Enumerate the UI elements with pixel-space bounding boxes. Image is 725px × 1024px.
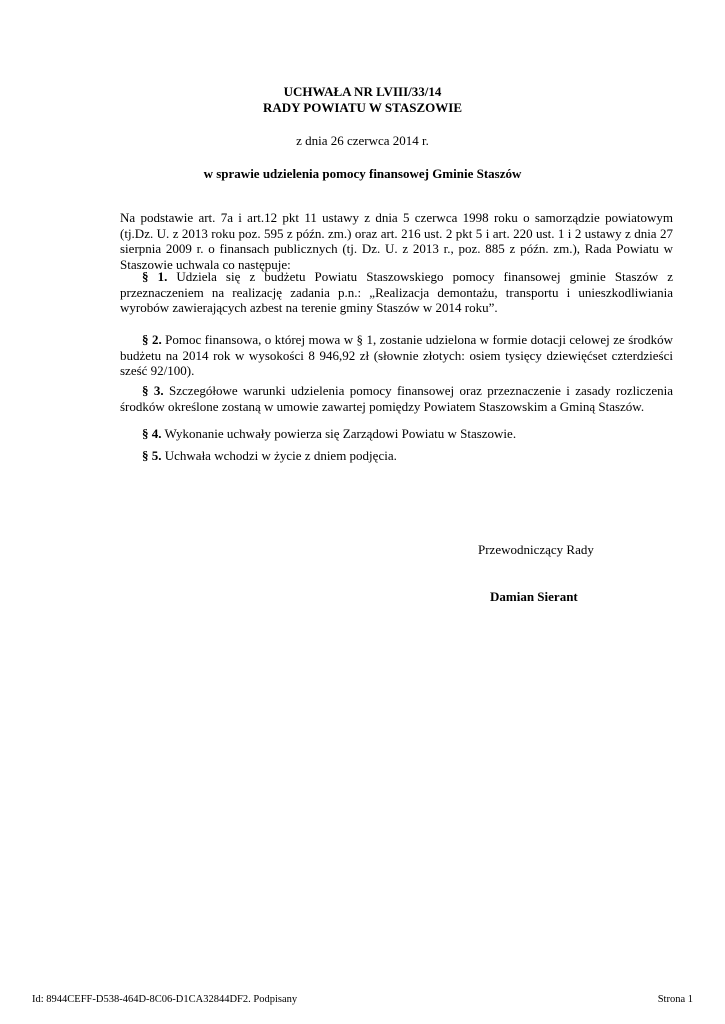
paragraph-4-mark: § 4. [142,426,162,441]
paragraph-5-mark: § 5. [142,448,162,463]
paragraph-3-mark: § 3. [142,383,164,398]
paragraph-2-text: Pomoc finansowa, o której mowa w § 1, zostanie udzielona w formie dotacji celowej ze środków budżetu na 2014 rok w wysokości 8 946,92 zł (słownie złotych: osiem tysięcy dziewięćset czterdzieści sześć 92/100). [120,332,673,379]
paragraph-1-mark: § 1. [142,269,168,284]
paragraph-2-mark: § 2. [142,332,162,347]
paragraph-3-text: Szczegółowe warunki udzielenia pomocy finansowej oraz przeznaczenie i zasady rozliczenia środków określone zostaną w umowie zawartej pomiędzy Powiatem Staszowskim a Gminą Staszów. [120,383,674,414]
resolution-subject: w sprawie udzielenia pomocy finansowej Gminie Staszów [203,166,522,181]
resolution-number: UCHWAŁA NR LVIII/33/14 [283,84,442,99]
paragraph-2 [120,332,673,379]
resolution-date: z dnia 26 czerwca 2014 r. [296,133,429,148]
paragraph-3 [120,383,673,414]
paragraph-5-text: Uchwała wchodzi w życie z dniem podjęcia. [161,448,397,463]
paragraph-5 [120,448,673,464]
signatory-role: Przewodniczący Rady [478,542,594,557]
paragraph-1 [120,269,673,316]
paragraph-4 [120,426,673,442]
council-name: RADY POWIATU W STASZOWIE [262,100,462,115]
paragraph-4-text: Wykonanie uchwały powierza się Zarządowi Powiatu w Staszowie. [161,426,517,441]
legal-basis-paragraph: Na podstawie art. 7a i art.12 pkt 11 ustawy z dnia 5 czerwca 1998 roku o samorządzie powiatowym (tj.Dz. U. z 2013 roku poz. 595 z późn. zm.) oraz art. 216 ust. 2 pkt 5 i art. 220 ust. 1 i 2 ustawy z dnia 27 sierpnia 2009 r. o finansach publicznych (tj. Dz. U. z 2013 r., poz. 885 z późn. zm.), Rada Powiatu w Staszowie uchwala co następuje: [120,210,673,273]
page-number: Strona 1 [657,994,693,1005]
document-id-footer: Id: 8944CEFF-D538-464D-8C06-D1CA32844DF2. Podpisany [32,994,298,1005]
signatory-name: Damian Sierant [490,589,578,604]
paragraph-1-text: Udziela się z budżetu Powiatu Staszowskiego pomocy finansowej gminie Staszów z przeznaczeniem na realizację zadania p.n.: „Realizacja demontażu, transportu i unieszkodliwiania wyrobów zawierających azbest na terenie gminy Staszów w 2014 roku”. [120,269,674,316]
